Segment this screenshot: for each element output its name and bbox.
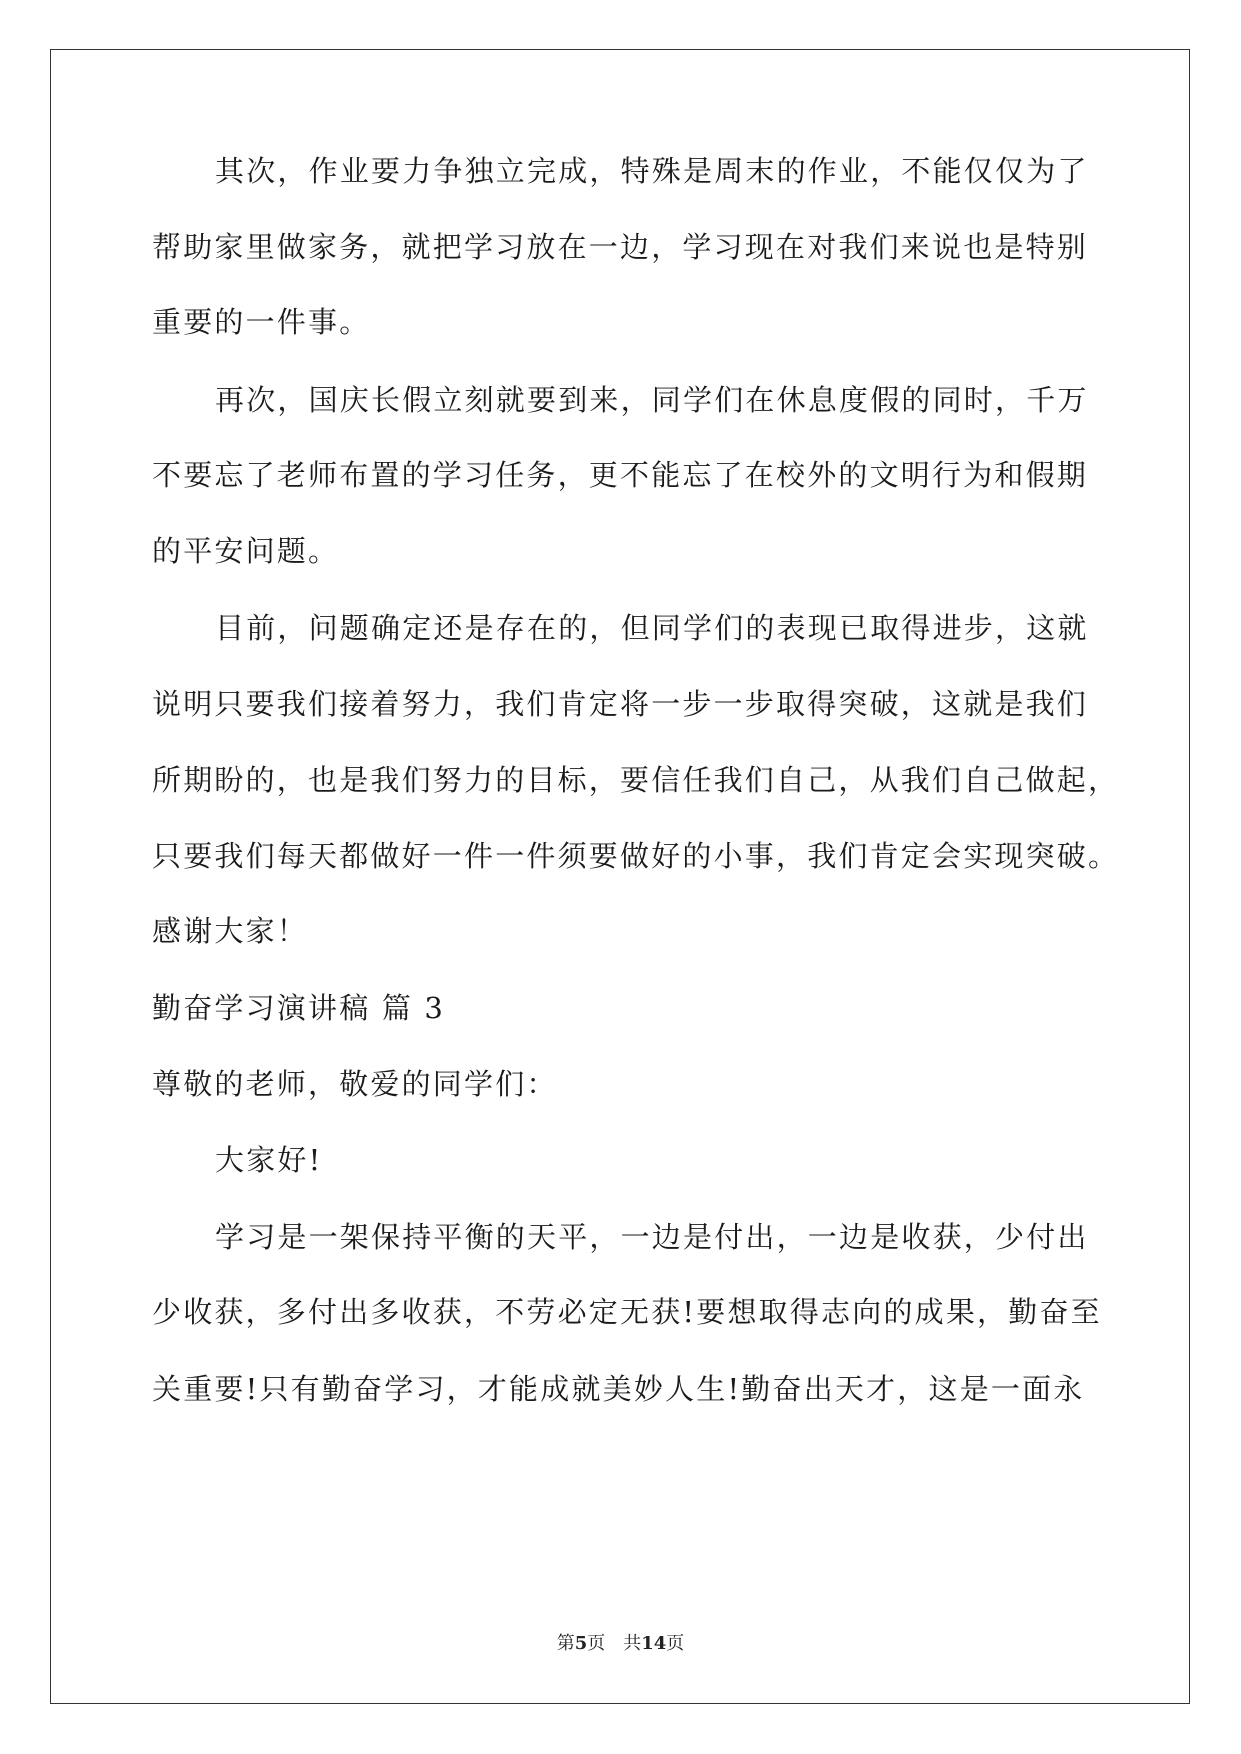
footer-total-suffix: 页 bbox=[666, 1633, 685, 1654]
footer-prefix: 第 bbox=[556, 1633, 575, 1654]
paragraph-line: 学习是一架保持平衡的天平，一边是付出，一边是收获，少付出 bbox=[215, 1220, 1089, 1254]
total-page-number: 14 bbox=[641, 1633, 667, 1654]
paragraph-line: 的平安问题。 bbox=[152, 534, 340, 568]
paragraph-line: 所期盼的，也是我们努力的目标，要信任我们自己，从我们自己做起， bbox=[152, 763, 1120, 797]
paragraph-line: 只要我们每天都做好一件一件须要做好的小事，我们肯定会实现突破。 bbox=[152, 839, 1120, 873]
paragraph-line: 感谢大家！ bbox=[152, 914, 309, 948]
paragraph-line: 不要忘了老师布置的学习任务，更不能忘了在校外的文明行为和假期 bbox=[152, 458, 1089, 492]
paragraph-line: 帮助家里做家务，就把学习放在一边，学习现在对我们来说也是特别 bbox=[152, 230, 1089, 264]
footer-page-word: 页 bbox=[587, 1633, 606, 1654]
page-number-footer bbox=[0, 1632, 1241, 1656]
paragraph-line: 少收获，多付出多收获，不劳必定无获!要想取得志向的成果，勤奋至 bbox=[152, 1295, 1102, 1329]
greeting: 大家好! bbox=[215, 1143, 323, 1177]
page-border bbox=[50, 49, 1190, 1704]
paragraph-line: 其次，作业要力争独立完成，特殊是周末的作业，不能仅仅为了 bbox=[215, 154, 1089, 188]
paragraph-line: 再次，国庆长假立刻就要到来，同学们在休息度假的同时，千万 bbox=[215, 383, 1089, 417]
current-page-number: 5 bbox=[574, 1633, 588, 1654]
paragraph-line: 说明只要我们接着努力，我们肯定将一步一步取得突破，这就是我们 bbox=[152, 687, 1089, 721]
salutation: 尊敬的老师，敬爱的同学们： bbox=[152, 1067, 558, 1101]
paragraph-line: 重要的一件事。 bbox=[152, 305, 371, 339]
paragraph-line: 关重要!只有勤奋学习，才能成就美妙人生!勤奋出天才，这是一面永 bbox=[152, 1372, 1085, 1406]
section-heading: 勤奋学习演讲稿 篇 3 bbox=[152, 991, 446, 1025]
footer-total-prefix: 共 bbox=[623, 1633, 642, 1654]
paragraph-line: 目前，问题确定还是存在的，但同学们的表现已取得进步，这就 bbox=[215, 611, 1089, 645]
